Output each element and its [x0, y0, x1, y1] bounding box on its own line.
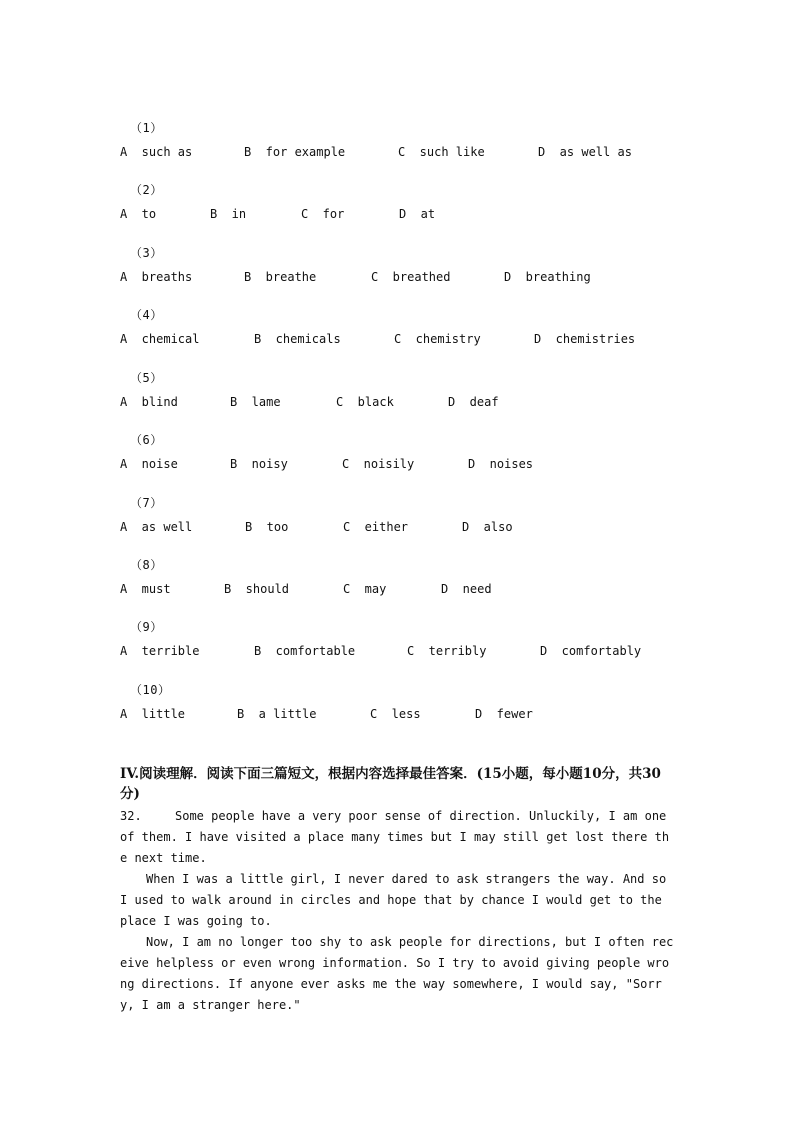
passage-number: 32.	[120, 809, 142, 823]
passage-paragraph	[120, 932, 676, 1016]
question-options	[120, 581, 700, 597]
option-b: B in	[210, 207, 247, 221]
option-b: B should	[224, 582, 290, 596]
option-d: D chemistries	[534, 332, 636, 346]
question-options	[120, 706, 700, 722]
question-number: （4）	[130, 308, 163, 322]
passage-paragraph	[120, 806, 676, 869]
question-number: （5）	[130, 371, 163, 385]
option-b: B too	[245, 520, 289, 534]
option-b: B noisy	[230, 457, 288, 471]
question-7	[120, 495, 700, 535]
question-options	[120, 456, 700, 472]
option-b: B chemicals	[254, 332, 341, 346]
option-c: C chemistry	[394, 332, 481, 346]
option-c: C noisily	[342, 457, 415, 471]
option-d: D breathing	[504, 270, 591, 284]
question-9	[120, 619, 700, 659]
option-a: A to	[120, 207, 157, 221]
question-number: （7）	[130, 496, 163, 510]
paragraph-text: When I was a little girl, I never dared to ask strangers the way. And so I used to walk around in circles and hope that by chance I would get to the place I was going to.	[120, 872, 667, 928]
option-a: A as well	[120, 520, 193, 534]
question-options	[120, 394, 700, 410]
question-options	[120, 519, 700, 535]
option-c: C either	[343, 520, 409, 534]
question-options	[120, 144, 700, 160]
option-d: D need	[441, 582, 492, 596]
option-d: D as well as	[538, 145, 632, 159]
question-number: （8）	[130, 558, 163, 572]
option-b: B lame	[230, 395, 281, 409]
question-number: （3）	[130, 246, 163, 260]
question-options	[120, 206, 700, 222]
question-options	[120, 331, 700, 347]
option-a: A chemical	[120, 332, 200, 346]
option-a: A little	[120, 707, 186, 721]
question-number: （1）	[130, 121, 163, 135]
option-c: C terribly	[407, 644, 487, 658]
option-c: C breathed	[371, 270, 451, 284]
question-3	[120, 245, 700, 285]
paragraph-text: Now, I am no longer too shy to ask people for directions, but I often receive helpless or even wrong information. So I try to avoid giving people wrong directions. If anyone ever asks me the way somewhere, I would say, "Sorry, I am a stranger here."	[120, 935, 674, 1012]
option-d: D also	[462, 520, 513, 534]
option-a: A terrible	[120, 644, 200, 658]
question-options	[120, 643, 700, 659]
question-4	[120, 307, 700, 347]
option-b: B for example	[244, 145, 346, 159]
question-number: （2）	[130, 183, 163, 197]
option-c: C black	[336, 395, 394, 409]
option-d: D deaf	[448, 395, 499, 409]
option-c: C less	[370, 707, 421, 721]
question-2	[120, 182, 700, 222]
option-a: A blind	[120, 395, 178, 409]
option-d: D fewer	[475, 707, 533, 721]
question-8	[120, 557, 700, 597]
question-options	[120, 269, 700, 285]
question-number: （6）	[130, 433, 163, 447]
option-d: D at	[399, 207, 436, 221]
passage-paragraph	[120, 869, 676, 932]
option-b: B a little	[237, 707, 317, 721]
option-a: A breaths	[120, 270, 193, 284]
option-c: C may	[343, 582, 387, 596]
question-6	[120, 432, 700, 472]
option-a: A must	[120, 582, 171, 596]
question-1	[120, 120, 700, 160]
question-number: （10）	[130, 683, 171, 697]
section-heading: IV.阅读理解．阅读下面三篇短文，根据内容选择最佳答案．(15小题，每小题10分，共30分)	[120, 766, 661, 802]
reading-passage	[120, 806, 676, 1016]
question-number: （9）	[130, 620, 163, 634]
option-a: A noise	[120, 457, 178, 471]
option-a: A such as	[120, 145, 193, 159]
option-d: D noises	[468, 457, 534, 471]
option-d: D comfortably	[540, 644, 642, 658]
paragraph-text: Some people have a very poor sense of direction. Unluckily, I am one of them. I have visited a place many times but I may still get lost there the next time.	[120, 809, 670, 865]
question-10	[120, 682, 700, 722]
option-b: B comfortable	[254, 644, 356, 658]
option-c: C such like	[398, 145, 485, 159]
question-5	[120, 370, 700, 410]
option-b: B breathe	[244, 270, 317, 284]
option-c: C for	[301, 207, 345, 221]
